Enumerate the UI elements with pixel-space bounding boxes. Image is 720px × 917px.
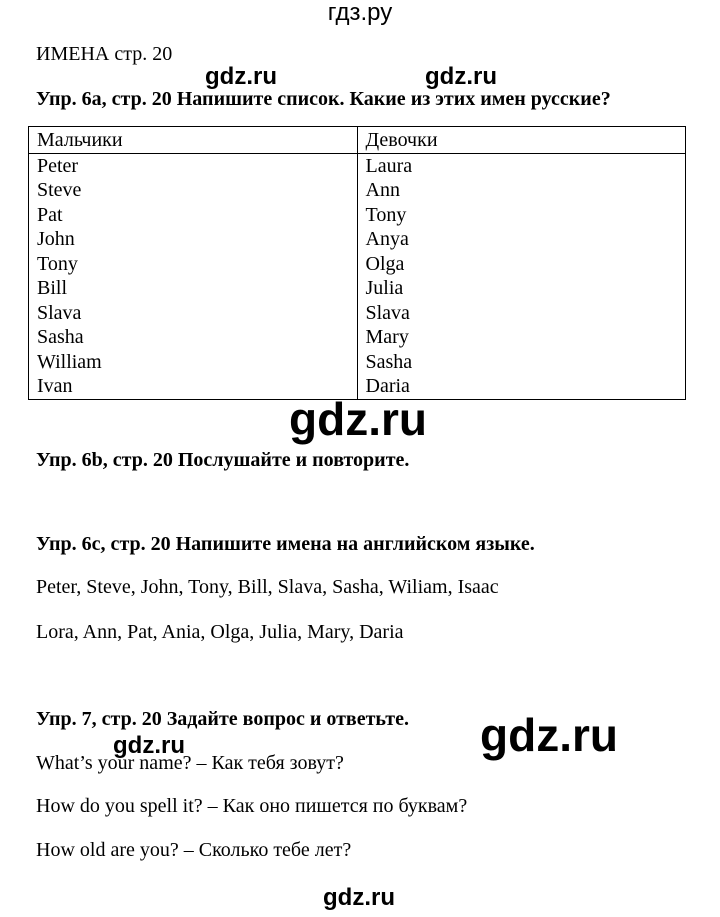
dialogue-line: What’s your name? – Как тебя зовут?: [36, 752, 344, 774]
site-header: гдз.ру: [327, 0, 393, 26]
boy-name: Tony: [29, 252, 358, 277]
watermark: gdz.ru: [113, 732, 185, 759]
table-row: [29, 325, 686, 350]
girl-name: Ann: [357, 178, 686, 203]
table-row: [29, 350, 686, 375]
girl-name: Olga: [357, 252, 686, 277]
boy-name: Ivan: [29, 374, 358, 399]
watermark: gdz.ru: [425, 63, 497, 90]
exercise-6a-heading: Упр. 6а, стр. 20 Напишите список. Какие из этих имен русские?: [36, 88, 611, 110]
exercise-7-heading: Упр. 7, стр. 20 Задайте вопрос и ответьте.: [36, 708, 409, 730]
boy-name: Sasha: [29, 325, 358, 350]
section-title: ИМЕНА стр. 20: [36, 43, 173, 65]
boy-name: Steve: [29, 178, 358, 203]
watermark: gdz.ru: [289, 393, 427, 445]
watermark: gdz.ru: [480, 709, 618, 761]
girl-name: Laura: [357, 153, 686, 178]
boy-name: Peter: [29, 153, 358, 178]
table-row: [29, 203, 686, 228]
names-table: [28, 126, 686, 400]
table-row: [29, 227, 686, 252]
girl-name: Mary: [357, 325, 686, 350]
table-row: [29, 252, 686, 277]
girl-name: Daria: [357, 374, 686, 399]
column-header-girls: Девочки: [357, 127, 686, 154]
table-row: [29, 301, 686, 326]
column-header-boys: Мальчики: [29, 127, 358, 154]
table-row: [29, 178, 686, 203]
watermark: gdz.ru: [323, 884, 395, 911]
girl-name: Tony: [357, 203, 686, 228]
boys-names-line: Peter, Steve, John, Tony, Bill, Slava, Sasha, Wiliam, Isaac: [36, 576, 499, 598]
exercise-6c-heading: Упр. 6c, стр. 20 Напишите имена на английском языке.: [36, 533, 535, 555]
girl-name: Slava: [357, 301, 686, 326]
girls-names-line: Lora, Ann, Pat, Ania, Olga, Julia, Mary, Daria: [36, 621, 404, 643]
girl-name: Sasha: [357, 350, 686, 375]
boy-name: Pat: [29, 203, 358, 228]
boy-name: Slava: [29, 301, 358, 326]
table-header-row: [29, 127, 686, 154]
girl-name: Anya: [357, 227, 686, 252]
dialogue-line: How old are you? – Сколько тебе лет?: [36, 839, 352, 861]
girl-name: Julia: [357, 276, 686, 301]
table-row: [29, 153, 686, 178]
boy-name: William: [29, 350, 358, 375]
watermark: gdz.ru: [205, 63, 277, 90]
dialogue-line: How do you spell it? – Как оно пишется по буквам?: [36, 795, 468, 817]
boy-name: Bill: [29, 276, 358, 301]
table-row: [29, 276, 686, 301]
exercise-6b-heading: Упр. 6b, стр. 20 Послушайте и повторите.: [36, 449, 410, 471]
boy-name: John: [29, 227, 358, 252]
